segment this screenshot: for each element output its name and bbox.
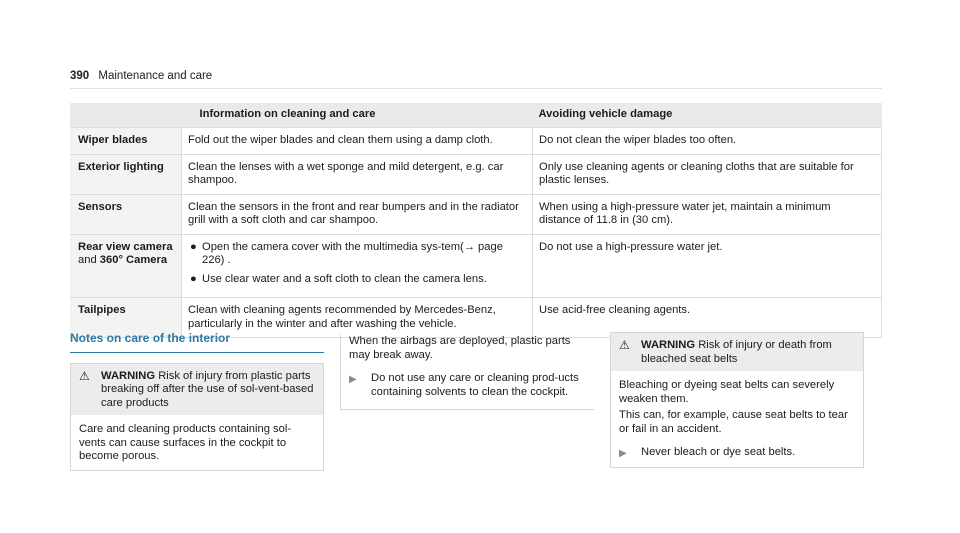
row-label (70, 234, 182, 298)
instruction (619, 446, 855, 461)
warning-label: WARNING (641, 339, 696, 351)
row-info: Fold out the wiper blades and clean them using a damp cloth. (182, 128, 533, 155)
warning-triangle-icon: ⚠ (619, 338, 630, 352)
instruction-arrow-icon: ▶ (619, 448, 627, 459)
note-box (340, 335, 594, 410)
row-avoid: Do not clean the wiper blades too often. (533, 128, 882, 155)
row-avoid: Use acid-free cleaning agents. (533, 298, 882, 338)
warning-header (71, 364, 323, 416)
interior-column-left (70, 332, 324, 471)
row-avoid: Do not use a high-pressure water jet. (533, 234, 882, 298)
row-info: Clean with cleaning agents recommended by Mercedes-Benz, particularly in the winter and after washing the vehicle. (182, 298, 533, 338)
instruction (349, 372, 586, 399)
row-label: Wiper blades (70, 128, 182, 155)
warning-label: WARNING (101, 369, 156, 382)
section-title-rule (70, 352, 324, 353)
instruction-text: Do not use any care or cleaning prod-ucts containing solvents to clean the cockpit. (371, 372, 579, 398)
header-divider (70, 88, 882, 89)
warning-body-line: This can, for example, cause seat belts to tear or fail in an accident. (619, 409, 848, 435)
bullet-dot-icon: ● (190, 240, 197, 253)
warning-box (610, 332, 864, 468)
warning-body: Care and cleaning products containing sol-vents can cause surfaces in the cockpit to become porous. (79, 423, 292, 462)
table-header-empty (70, 103, 182, 128)
bullet-dot-icon: ● (190, 272, 197, 285)
table-row (70, 234, 882, 298)
list-item: ● Use clear water and a soft cloth to clean the camera lens. (190, 272, 487, 285)
row-info: Clean the lenses with a wet sponge and mild detergent, e.g. car shampoo. (182, 154, 533, 194)
instruction-arrow-icon: ▶ (349, 374, 357, 385)
page-header (70, 70, 212, 82)
cleaning-table (70, 103, 882, 338)
row-label-line1: Rear view camera (78, 240, 173, 253)
list-item: ● Open the camera cover with the multimedia sys-tem(→ page 226) . (190, 240, 503, 266)
row-label-prefix: and (78, 254, 100, 266)
warning-body-line: Bleaching or dyeing seat belts can severely weaken them. (619, 379, 835, 405)
instruction-text: Never bleach or dye seat belts. (641, 446, 796, 458)
warning-text: Risk of injury from plastic parts breaking off after the use of sol-vent-based care products (101, 369, 314, 409)
warning-box (70, 363, 324, 471)
row-info: Clean the sensors in the front and rear bumpers and in the radiator grill with a soft cloth and car shampoo. (182, 194, 533, 234)
warning-triangle-icon: ⚠ (79, 368, 90, 383)
interior-column-middle (340, 335, 594, 410)
bullet-list (188, 241, 526, 287)
warning-body (611, 371, 863, 467)
warning-text: Risk of injury or death from bleached seat belts (641, 339, 832, 365)
section-name: Maintenance and care (98, 70, 213, 82)
note-text: When the airbags are deployed, plastic parts may break away. (349, 335, 571, 361)
table-header-row (70, 103, 882, 128)
page-number: 390 (70, 70, 90, 82)
warning-header (611, 333, 863, 371)
section-title: Notes on care of the interior (70, 331, 231, 345)
row-label-line2: 360° Camera (99, 254, 168, 266)
table-header-avoid: Avoiding vehicle damage (533, 103, 882, 128)
table-row (70, 194, 882, 234)
row-label: Sensors (70, 194, 182, 234)
table-header-info: Information on cleaning and care (182, 103, 533, 128)
row-avoid: When using a high-pressure water jet, maintain a minimum distance of 11.8 in (30 cm). (533, 194, 882, 234)
row-label: Tailpipes (70, 298, 182, 338)
table-row (70, 154, 882, 194)
row-avoid: Only use cleaning agents or cleaning cloths that are suitable for plastic lenses. (533, 154, 882, 194)
row-label: Exterior lighting (70, 154, 182, 194)
table-row (70, 128, 882, 155)
interior-column-right (610, 332, 864, 468)
row-info (182, 234, 533, 298)
